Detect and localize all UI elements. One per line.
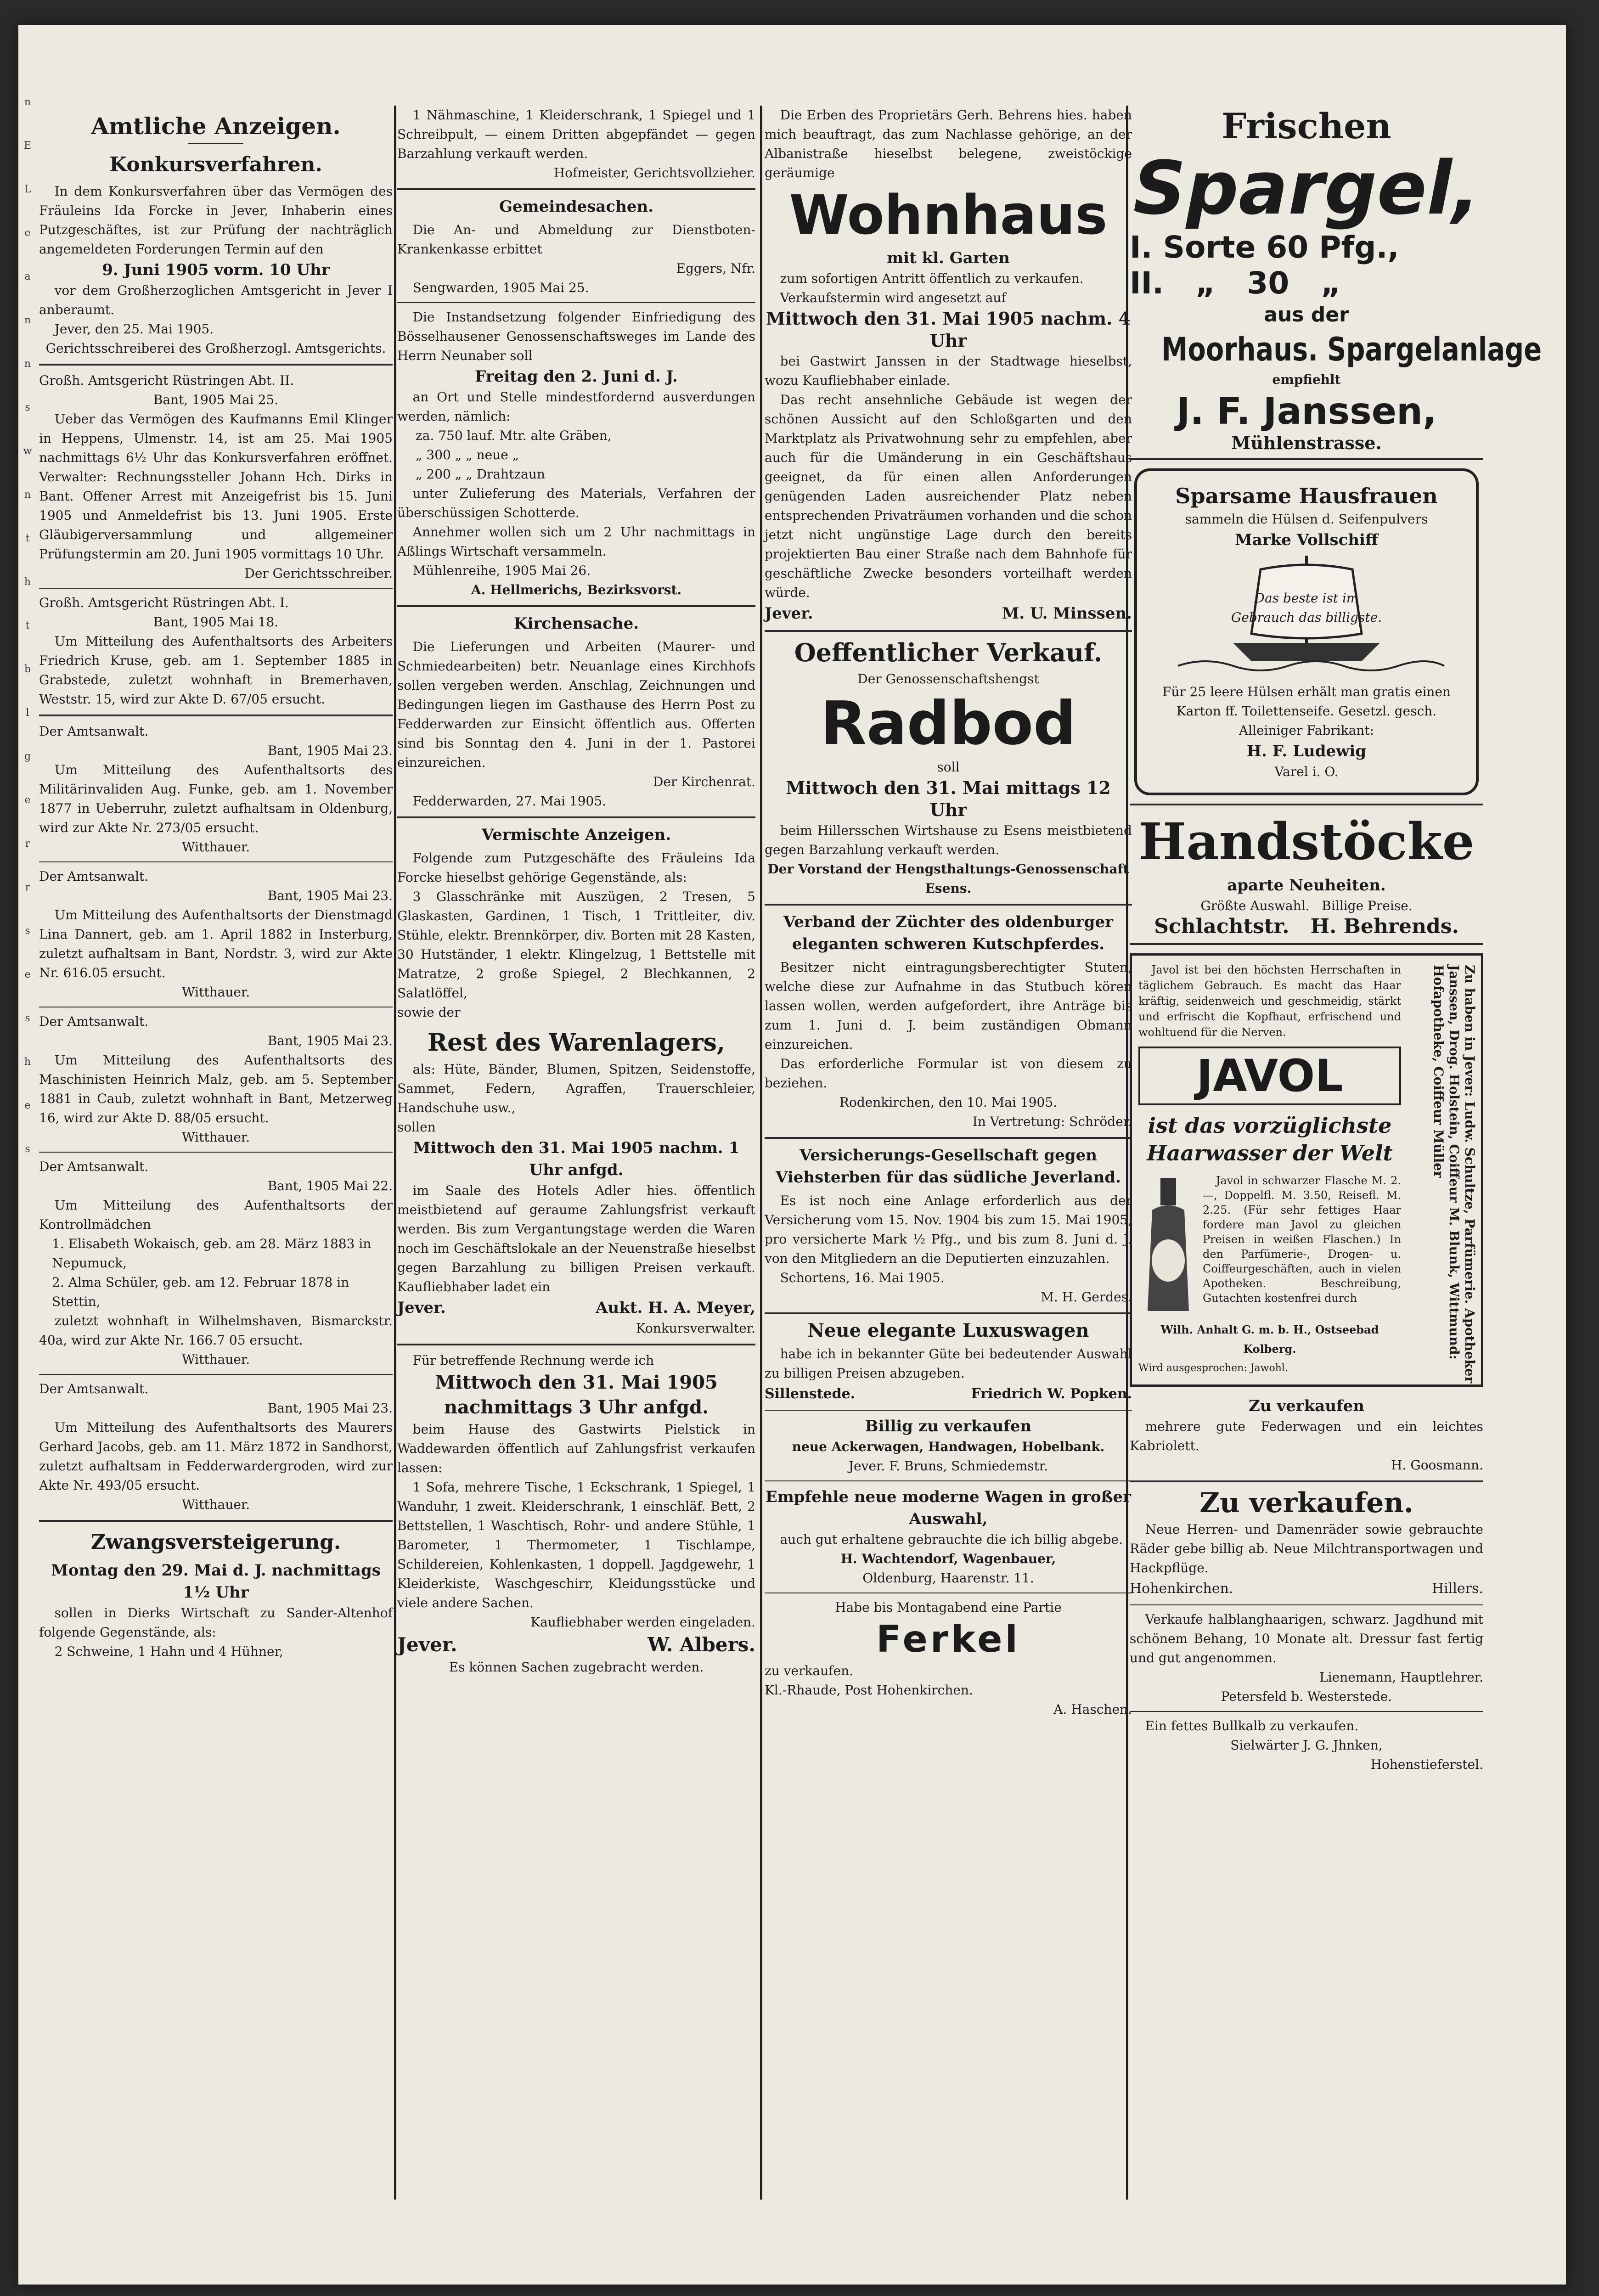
ad-headline: Frischen [1222, 106, 1391, 146]
notice-signature: H. Wachtendorf, Wagenbauer, [840, 1551, 1056, 1566]
column-rule [394, 106, 396, 2200]
ad-headline: Moorhaus. Spargelanlage [1161, 331, 1542, 368]
notice-text: Ueber das Vermögen des Kaufmanns Emil Klinger in Heppens, Ulmenstr. 14, ist am 25. Mai 1905 nachmittags 6½ Uhr das Konkursverfahren eröffnet. Verwalter: Rechnungssteller Johann Hch. Dirks in Bant. Offener Arrest mit Anzeigefrist bis 15. Juni 1905 und Anmeldefrist bis 13. Juni 1905. Erste Gläubigerversammlung und allgemeiner Prüfungstermin am 20. Juni 1905 vormittags 10 Uhr. [39, 411, 393, 562]
ad-footnote: Wird ausgesprochen: Jawohl. [1138, 1362, 1288, 1374]
notice-text: Für betreffende Rechnung werde ich [412, 1353, 654, 1368]
notice-signature: M. H. Gerdes. [1041, 1289, 1132, 1305]
notice-place: Fedderwarden, 27. Mai 1905. [412, 793, 607, 809]
notice-text: Ein fettes Bullkalb zu verkaufen. [1145, 1718, 1359, 1733]
notice-text: Um Mitteilung des Aufenthaltsorts des Maschinisten Heinrich Malz, geb. am 5. September 1881 in Caub, zuletzt wohnhaft in Bant, Metzerweg 16, wird zur Akte D. 88/05 ersucht. [39, 1052, 393, 1125]
notice-text: beim Hillersschen Wirtshause zu Esens meistbietend gegen Barzahlung verkauft werden. [765, 823, 1132, 857]
notice-text: Um Mitteilung des Aufenthaltsorts des Maurers Gerhard Jacobs, geb. am 11. März 1872 in Sandhorst, zuletzt aufhaltsam in Fedderwardergroden, wird zur Akte Nr. 493/05 ersucht. [39, 1420, 393, 1493]
divider [1130, 458, 1483, 460]
divider [39, 715, 393, 716]
margin-letter: a [24, 271, 31, 282]
divider [1130, 1711, 1483, 1712]
ad-text: sammeln die Hülsen d. Seifenpulvers [1185, 512, 1428, 527]
margin-letter: h [24, 1056, 31, 1068]
headline-wohnhaus: Wohnhaus [789, 183, 1108, 247]
notice-title: Zu verkaufen. [1199, 1487, 1413, 1519]
margin-letter: b [24, 664, 31, 675]
margin-letter: n [24, 358, 31, 370]
notice-text: vor dem Großherzoglichen Amtsgericht in Jever I anberaumt. [39, 283, 393, 317]
ad-signature: H. F. Ludewig [1246, 742, 1367, 760]
notice-head: Der Amtsanwalt. [39, 1014, 149, 1029]
notice-date: Mittwoch den 31. Mai 1905 nachm. 1 Uhr anfgd. [413, 1139, 740, 1179]
notice-signature: Hofmeister, Gerichtsvollzieher. [553, 165, 755, 180]
notice-signature: Der Vorstand der Hengsthaltungs-Genossenschaft Esens. [767, 861, 1129, 896]
ad-headline-spargel: Spargel, [1133, 145, 1480, 231]
divider [1130, 943, 1483, 945]
notice-signature: Witthauer. [181, 1130, 250, 1145]
notice-title: Billig zu verkaufen [865, 1417, 1032, 1435]
ad-text: Marke Vollschiff [1235, 531, 1378, 549]
notice-text: als: Hüte, Bänder, Blumen, Spitzen, Seidenstoffe, Sammet, Federn, Agraffen, Trauerschleier, Handschuhe usw., [397, 1062, 755, 1115]
notice-signature: Der Gerichtsschreiber. [244, 566, 393, 581]
notice-text: im Saale des Hotels Adler hies. öffentlich meistbietend auf geraume Zahlungsfrist verkauft werden. Bis zum Vergantungstage werden die Waren noch im Geschäftslokale an der Neuenstraße hieselbst gegen Barzahlung zu billigen Preisen verkauft. Kaufliebhaber ladet ein [397, 1183, 755, 1294]
notice-text: neue Ackerwagen, Handwagen, Hobelbank. [792, 1439, 1105, 1454]
list-item: 2. Alma Schüler, geb. am 12. Februar 1878 in Stettin, [52, 1275, 349, 1309]
notice-signature: Witthauer. [181, 985, 250, 1000]
margin-letter: l [26, 707, 29, 719]
notice-text: Das recht ansehnliche Gebäude ist wegen der schönen Aussicht auf den Schloßgarten und den Marktplatz als Privatwohnung sehr zu empfehlen, aber auch für die Umänderung in ein Geschäftshaus geeignet, da für einen allen Anforderungen genügenden Laden ausreichender Platz neben entsprechenden Privaträumen vorhanden und die schon jetzt nicht ungünstige Lage durch den bereits projektierten Bau einer Straße nach dem Bahnhofe für geschäftliche Zwecke besonders vorteilhaft werden würde. [765, 392, 1132, 600]
divider [397, 605, 755, 607]
notice-place: Hohenkirchen. [1130, 1581, 1233, 1597]
notice-signature: A. Haschen. [1053, 1702, 1132, 1717]
ad-text: Für 25 leere Hülsen erhält man gratis einen Karton ff. Toilettenseife. Gesetzl. gesch. [1162, 684, 1451, 719]
ad-text: Javol in schwarzer Flasche M. 2.—, Doppelfl. M. 3.50, Reisefl. M. 2.25. (Für sehr fettiges Haar fordere man Javol zu gleichen Preisen in weißen Flaschen.) In den Parfümerie-, Drogen- u. Coiffeurgeschäften, auch in vielen Apotheken. Beschreibung, Gutachten kostenfrei durch [1203, 1174, 1401, 1305]
notice-text: Kaufliebhaber werden eingeladen. [530, 1615, 755, 1630]
notice-title: Versicherungs-Gesellschaft gegen Viehsterben für das südliche Jeverland. [776, 1146, 1121, 1187]
newspaper-page [18, 25, 1566, 2285]
notice-text: Besitzer nicht eintragungsberechtigter Stuten, welche diese zur Aufnahme in das Stutbuch kören lassen wollen, werden aufgefordert, ihre Anträge bis zum 1. Juni d. J. beim zuständigen Obmann einzureichen. [765, 960, 1132, 1052]
notice-place: Mühlenreihe, 1905 Mai 26. [412, 563, 591, 578]
notice-signature: Friedrich W. Popken. [971, 1386, 1132, 1402]
left-margin-fragment [18, 80, 37, 2193]
notice-text: Der Genossenschaftshengst [857, 671, 1039, 687]
notice-text: zuletzt wohnhaft in Wilhelmshaven, Bismarckstr. 40a, wird zur Akte Nr. 166.7 05 ersucht. [39, 1313, 393, 1348]
notice-signature: Witthauer. [181, 1352, 250, 1367]
notice-head: Der Amtsanwalt. [39, 869, 149, 884]
list-item: za. 750 lauf. Mtr. alte Gräben, [416, 428, 612, 443]
ad-headline: J. F. Janssen, [1176, 390, 1437, 433]
notice-text: Neue Herren- und Damenräder sowie gebrauchte Räder gebe billig ab. Neue Milchtransportwagen und Hackpflüge. [1130, 1522, 1483, 1576]
notice-text: 1 Sofa, mehrere Tische, 1 Eckschrank, 1 Spiegel, 1 Wanduhr, 1 zweit. Kleiderschrank, 1 einschläf. Bett, 2 Bettstellen, 1 Waschtisch, Rohr- und andere Stühle, 1 Barometer, 1 Thermometer, 1 Tischlampe, Schildereien, Kohlenkasten, 1 doppell. Jagdgewehr, 1 Kleiderkiste, Waschgeschirr, Kleidungsstücke und viele andere Sachen. [397, 1480, 755, 1610]
notice-title: Konkursverfahren. [109, 153, 322, 176]
ad-text: empfiehlt [1272, 372, 1341, 387]
bottle-icon [1138, 1178, 1198, 1316]
notice-subtitle: mit kl. Garten [887, 249, 1010, 267]
divider [397, 1344, 755, 1345]
notice-text: 1 Nähmaschine, 1 Kleiderschrank, 1 Spiegel und 1 Schreibpult, — einem Dritten abgepfändet — gegen Barzahlung verkauft werden. [397, 107, 755, 161]
notice-signature: M. U. Minssen. [1002, 604, 1132, 623]
notice-text: unter Zulieferung des Materials, Verfahren der überschüssigen Schotterde. [397, 486, 755, 520]
notice-head: Großh. Amtsgericht Rüstringen Abt. II. [39, 373, 294, 388]
list-item: „ 200 „ „ Drahtzaun [416, 467, 545, 482]
ad-place: Varel i. O. [1274, 764, 1339, 779]
notice-date: Montag den 29. Mai d. J. nachmittags 1½ Uhr [51, 1561, 381, 1602]
divider [765, 1312, 1132, 1314]
notice-text: habe ich in bekannter Güte bei bedeutender Auswahl zu billigen Preisen abzugeben. [765, 1346, 1132, 1381]
notice-date: Bant, 1905 Mai 23. [267, 743, 393, 758]
notice-date: Bant, 1905 Mai 23. [267, 1033, 393, 1048]
notice-head: Der Amtsanwalt. [39, 724, 149, 739]
column-1 [39, 106, 393, 2227]
notice-signature: H. Goosmann. [1391, 1458, 1483, 1473]
ad-text: Größte Auswahl. Billige Preise. [1200, 898, 1413, 913]
notice-place: Hohenstieferstel. [1370, 1757, 1483, 1772]
sail-text: Das beste ist im Gebrauch das billigste. [1231, 591, 1382, 625]
ad-slogan: ist das vorzüglichste Haarwasser der Welt [1147, 1113, 1393, 1165]
margin-letter: r [25, 838, 30, 850]
margin-letter: L [24, 184, 31, 195]
divider [1130, 1604, 1483, 1605]
notice-text: Die Instandsetzung folgender Einfriedigung des Bösselhausener Genossenschaftsweges im Lande des Herrn Neunaber soll [397, 310, 755, 363]
notice-title: Verband der Züchter des oldenburger eleganten schweren Kutschpferdes. [783, 913, 1113, 953]
notice-text: Um Mitteilung des Aufenthaltsorts der Kontrollmädchen [39, 1198, 393, 1232]
divider [1130, 1480, 1483, 1482]
notice-title: Vermischte Anzeigen. [481, 826, 671, 844]
notice-place: Sengwarden, 1905 Mai 25. [412, 280, 589, 295]
notice-text: Folgende zum Putzgeschäfte des Fräuleins Ida Forcke hieselbst gehörige Gegenstände, als: [397, 850, 755, 885]
notice-signature: Witthauer. [181, 1497, 250, 1512]
notice-text: Es ist noch eine Anlage erforderlich aus der Versicherung vom 15. Nov. 1904 bis zum 15. Mai 1905, pro versicherte Mark ½ Pfg., und bis zum 8. Juni d. J. von den Mitgliedern an die Deputierten einzuzahlen. [765, 1193, 1132, 1266]
margin-letter: g [24, 751, 31, 762]
notice-signature: Der Kirchenrat. [653, 774, 755, 789]
price-line: I. Sorte 60 Pfg., [1130, 230, 1399, 265]
margin-letter: s [25, 925, 30, 937]
notice-signature: Lienemann, Hauptlehrer. [1319, 1670, 1483, 1685]
notice-title: Neue elegante Luxuswagen [807, 1320, 1089, 1341]
notice-text: Um Mitteilung des Aufenthaltsorts des Arbeiters Friedrich Kruse, geb. am 1. September 1885 in Grabstede, zuletzt wohnhaft in Bremerhaven, Weststr. 15, wird zur Akte D. 67/05 ersucht. [39, 634, 393, 707]
notice-head: Der Amtsanwalt. [39, 1159, 149, 1174]
notice-signature: Jever. F. Bruns, Schmiedemstr. [848, 1458, 1048, 1474]
headline-ferkel: Ferkel [876, 1618, 1020, 1660]
notice-place: Sillenstede. [765, 1386, 856, 1402]
notice-date: Freitag den 2. Juni d. J. [475, 367, 678, 386]
margin-letter: e [24, 794, 31, 806]
notice-text: Die An- und Abmeldung zur Dienstboten-Krankenkasse erbittet [397, 222, 755, 257]
notice-place: Jever. [397, 1633, 457, 1656]
ad-signature: Wilh. Anhalt G. m. b. H., Ostseebad Kolberg. [1160, 1323, 1379, 1356]
notice-title: Gemeindesachen. [499, 197, 654, 216]
notice-place: Oldenburg, Haarenstr. 11. [862, 1570, 1034, 1586]
ad-headline: Sparsame Hausfrauen [1175, 484, 1438, 508]
notice-text: Um Mitteilung des Aufenthaltsorts der Dienstmagd Lina Dannert, geb. am 1. April 1882 in Insterburg, zuletzt aufhaltsam in Bant, Nordstr. 3, wird zur Akte Nr. 616.05 ersucht. [39, 907, 393, 980]
divider [765, 1410, 1132, 1411]
notice-place: Jever, den 25. Mai 1905. [54, 321, 214, 337]
notice-signature: Gerichtsschreiberei des Großherzogl. Amtsgerichts. [45, 341, 386, 356]
notice-signature: Eggers, Nfr. [676, 261, 755, 276]
notice-date: 9. Juni 1905 vorm. 10 Uhr [102, 261, 330, 279]
notice-date: Bant, 1905 Mai 23. [267, 888, 393, 903]
notice-text: an Ort und Stelle mindestfordernd ausverdungen werden, nämlich: [397, 389, 755, 424]
notice-text: beim Hause des Gastwirts Pielstick in Waddewarden öffentlich auf Zahlungsfrist verkaufen lassen: [397, 1422, 755, 1475]
notice-date: Mittwoch den 31. Mai mittags 12 Uhr [786, 777, 1111, 820]
notice-text: Annehmer wollen sich um 2 Uhr nachmittags in Aßlings Wirtschaft versammeln. [397, 524, 755, 559]
list-item: 1. Elisabeth Wokaisch, geb. am 28. März 1883 in Nepumuck, [52, 1236, 372, 1271]
notice-text: Habe bis Montagabend eine Partie [835, 1600, 1062, 1615]
notice-text: 2 Schweine, 1 Hahn und 4 Hühner, [54, 1644, 283, 1659]
divider [39, 1152, 393, 1153]
notice-signature: Aukt. H. A. Meyer, [596, 1299, 755, 1317]
notice-text: zu verkaufen. [765, 1663, 854, 1678]
margin-letter: h [24, 576, 31, 588]
margin-letter: e [24, 969, 31, 980]
notice-text: Um Mitteilung des Aufenthaltsorts des Militärinvaliden Aug. Funke, geb. am 1. November 1877 in Ueberruhr, zuletzt aufhaltsam in Oldenburg, wird zur Akte Nr. 273/05 ersucht. [39, 762, 393, 835]
margin-letter: s [25, 1143, 30, 1155]
divider [765, 904, 1132, 906]
headline-radbod: Radbod [820, 688, 1076, 758]
notice-date: Mittwoch den 31. Mai 1905 nachmittags 3 Uhr anfgd. [435, 1372, 718, 1418]
notice-text: zum sofortigen Antritt öffentlich zu verkaufen. [780, 271, 1084, 286]
ad-text: Alleiniger Fabrikant: [1239, 723, 1374, 738]
notice-text: sollen in Dierks Wirtschaft zu Sander-Altenhof folgende Gegenstände, als: [39, 1605, 393, 1640]
divider [397, 302, 755, 303]
notice-place: Schortens, 16. Mai 1905. [780, 1270, 945, 1285]
notice-signature: Konkursverwalter. [636, 1321, 755, 1336]
divider [39, 1520, 393, 1522]
margin-letter: e [24, 1100, 31, 1111]
divider [1130, 804, 1483, 805]
notice-signature: A. Hellmerichs, Bezirksvorst. [471, 582, 682, 597]
notice-text: 3 Glasschränke mit Auszügen, 2 Tresen, 5 Glaskasten, Gardinen, 1 Tisch, 1 Trittleiter, div. Stühle, elektr. Brennkörper, div. Borten mit 28 Kasten, 30 Hutständer, 1 elektr. Klingelzug, 1 Bettstelle mit Matratze, 2 große Spiegel, 2 Blechkannen, 2 Salatlöffel, [397, 889, 755, 1001]
notice-date: Mittwoch den 31. Mai 1905 nachm. 4 Uhr [766, 308, 1131, 351]
margin-letter: n [24, 489, 31, 501]
notice-text: Verkaufstermin wird angesetzt auf [780, 290, 1006, 305]
notice-text: auch gut erhaltene gebrauchte die ich billig abgebe. [780, 1532, 1123, 1547]
section-header: Amtliche Anzeigen. [91, 113, 341, 140]
ad-text: aparte Neuheiten. [1227, 876, 1386, 895]
notice-signature: Witthauer. [181, 839, 250, 855]
column-2 [397, 106, 755, 2227]
list-item: „ 300 „ „ neue „ [416, 447, 519, 462]
notice-text: Verkaufe halblanghaarigen, schwarz. Jagdhund mit schönem Behang, 10 Monate alt. Dressur fast fertig und gut angenommen. [1130, 1612, 1483, 1666]
divider [397, 816, 755, 818]
notice-text: bei Gastwirt Janssen in der Stadtwage hieselbst, wozu Kaufliebhaber einlade. [765, 354, 1132, 388]
notice-text: sollen [397, 1120, 436, 1135]
notice-text: soll [937, 760, 960, 775]
notice-date: Bant, 1905 Mai 18. [153, 614, 279, 630]
notice-text: Die Erben des Proprietärs Gerh. Behrens hies. haben mich beauftragt, das zum Nachlasse gehörige, an der Albanistraße hieselbst belegene, zweistöckige geräumige [765, 107, 1132, 180]
margin-letter: e [24, 227, 31, 239]
notice-head: Der Amtsanwalt. [39, 1381, 149, 1396]
margin-letter: s [25, 402, 30, 413]
notice-head: Großh. Amtsgericht Rüstringen Abt. I. [39, 595, 289, 610]
notice-place: Kl.-Rhaude, Post Hohenkirchen. [765, 1683, 973, 1698]
notice-title: Zu verkaufen [1249, 1397, 1364, 1415]
divider [188, 143, 243, 144]
divider [765, 1480, 1132, 1481]
divider [39, 364, 393, 366]
price-line: II. „ 30 „ [1130, 265, 1341, 301]
notice-signature: Hillers. [1432, 1581, 1483, 1597]
notice-text: In dem Konkursverfahren über das Vermögen des Fräuleins Ida Forcke in Jever, Inhaberin eines Putzgeschäftes, ist zur Prüfung der nachträglich angemeldeten Forderungen Termin auf den [39, 184, 393, 257]
ad-signature: Schlachtstr. H. Behrends. [1154, 915, 1459, 938]
ad-text: aus der [1264, 303, 1349, 326]
divider [765, 630, 1132, 632]
javol-logo: JAVOL [1138, 1047, 1401, 1105]
ad-headline-handstoecke: Handstöcke [1138, 812, 1475, 871]
notice-text: Das erforderliche Formular ist von diesem zu beziehen. [765, 1056, 1132, 1091]
notice-footnote: Es können Sachen zugebracht werden. [449, 1660, 704, 1675]
column-4 [1130, 106, 1542, 2227]
notice-place: Jever. [397, 1299, 446, 1317]
ad-text: Mühlenstrasse. [1231, 433, 1382, 453]
divider [39, 588, 393, 589]
divider [39, 1374, 393, 1375]
notice-signature: W. Albers. [647, 1633, 755, 1656]
notice-signature: Sielwärter J. G. Jhnken, [1230, 1738, 1383, 1753]
notice-date: Bant, 1905 Mai 25. [153, 392, 279, 407]
javol-ad-box [1130, 953, 1483, 1387]
divider [397, 188, 755, 190]
notice-place: Jever. [765, 604, 813, 623]
vollschiff-ad-box [1134, 468, 1479, 795]
notice-date: Bant, 1905 Mai 23. [267, 1401, 393, 1416]
notice-title: Rest des Warenlagers, [427, 1029, 726, 1057]
notice-text: Die Lieferungen und Arbeiten (Maurer- und Schmiedearbeiten) betr. Neuanlage eines Kirchhofs sollen vergeben werden. Anschlag, Zeichnungen und Bedingungen liegen im Gasthause des Herrn Post zu Fedderwarden zur Einsicht öffentlich aus. Offerten sind bis Sonntag den 4. Juni in der 1. Pastorei einzureichen. [397, 639, 755, 770]
divider [765, 1137, 1132, 1139]
notice-title: Zwangsversteigerung. [90, 1531, 341, 1554]
notice-text: mehrere gute Federwagen und ein leichtes Kabriolett. [1130, 1419, 1483, 1453]
margin-letter: s [25, 1013, 30, 1024]
column-rule [760, 106, 762, 2200]
margin-letter: n [24, 315, 31, 326]
column-3 [765, 106, 1132, 2227]
notice-place: Rodenkirchen, den 10. Mai 1905. [839, 1095, 1058, 1110]
margin-letter: n [24, 96, 31, 108]
notice-title: Oeffentlicher Verkauf. [794, 638, 1103, 667]
notice-title: Kirchensache. [513, 614, 639, 633]
notice-date: Bant, 1905 Mai 22. [267, 1178, 393, 1193]
margin-letter: t [25, 620, 30, 631]
notice-title: Empfehle neue moderne Wagen in großer Auswahl, [765, 1488, 1132, 1528]
notice-signature: In Vertretung: Schröder. [972, 1114, 1132, 1129]
ad-text: Javol ist bei den höchsten Herrschaften in täglichem Gebrauch. Es macht das Haar kräftig, seidenweich und geschmeidig, stärkt und erfrischt die Kopfhaut, erfrischend und wohltuend für die Nerven. [1138, 963, 1401, 1039]
notice-text: sowie der [397, 1005, 461, 1020]
notice-place: Petersfeld b. Westerstede. [1221, 1689, 1392, 1704]
margin-letter: r [25, 882, 30, 893]
margin-letter: E [23, 140, 32, 152]
ad-vertical-text: Zu haben in Jever: Ludw. Schultze, Parfümerie. Apotheker Janssen, Drog. Holstein, Coiffeur M. Blunk, Wittmund: Hofapotheke, Coiffeur Müller [1431, 965, 1477, 1384]
divider [39, 861, 393, 862]
margin-letter: w [23, 445, 32, 457]
margin-letter: t [25, 533, 30, 544]
